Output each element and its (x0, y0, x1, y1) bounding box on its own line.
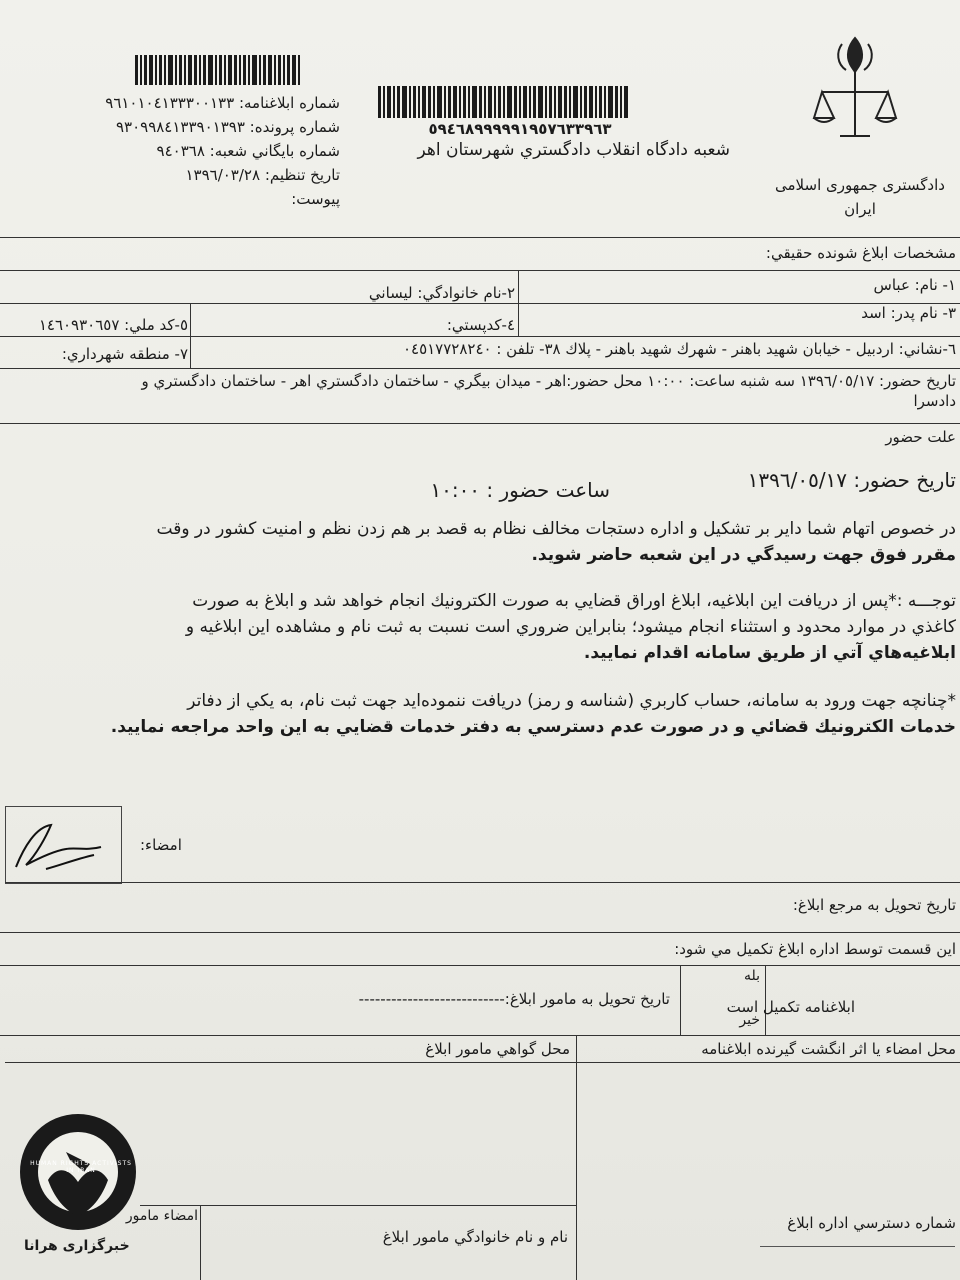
charge-paragraph (26, 516, 956, 568)
agency-name: خبرگزاری هرانا (24, 1238, 130, 1254)
barcode-number: ٥٩٤٦٨٩٩٩٩٩١٩٥٧٦٣٣٩٦٣ (428, 120, 612, 138)
postal-code: ٤-كدپستي: (446, 316, 515, 334)
officer-signature-label: امضاء مامور (125, 1208, 198, 1224)
delivery-to-officer: تاريخ تحويل به مامور ابلاغ:--------------------------- (358, 990, 670, 1008)
notice-number-label: شماره ابلاغنامه: (238, 94, 340, 112)
org-name-line1: دادگستری جمهوری اسلامی (775, 176, 945, 194)
note-line: توجـــه :*پس از دريافت اين ابلاغيه، ابلاغ اوراق قضايي به صورت الكترونيك انجام خواهد شد و ابلاغ به صورت (192, 591, 956, 611)
national-id: ٥-كد ملي: ١٤٦٠٩٣٠٦٥٧ (38, 316, 188, 334)
case-number-row (40, 118, 340, 136)
note-paragraph (26, 588, 956, 666)
appearance-date: تاريخ حضور: ١٣٩٦/٠٥/١٧ (747, 468, 956, 492)
court-title: شعبه دادگاه انقلاب دادگستري شهرستان اهر (417, 140, 730, 160)
handwritten-signature-icon (6, 807, 121, 883)
account-line: خدمات الكترونيك قضائي و در صورت عدم دسترسي به دفتر خدمات قضايي به اين واحد مراجعه نماييد. (110, 717, 956, 737)
delivery-to-reference: تاريخ تحويل به مرجع ابلاغ: (792, 896, 956, 914)
archive-number-label: شماره بايگاني شعبه: (209, 142, 340, 160)
attachment-label: پيوست: (291, 190, 340, 208)
father-name: ٣- نام پدر: اسد (861, 304, 956, 322)
iran-emblem-scales-icon (810, 30, 900, 155)
charge-line: مقرر فوق جهت رسيدگي در اين شعبه حاضر شويد. (531, 545, 956, 565)
account-paragraph (26, 688, 956, 740)
issue-date: ١٣٩٦/٠٣/٢٨ (185, 166, 261, 184)
appearance-time: ساعت حضور : ١٠:٠٠ (430, 478, 610, 502)
yes-option: بله (743, 968, 760, 984)
note-line: كاغذي در موارد محدود و استثناء انجام ميشود؛ بنابراين ضروري است نسبت به ثبت نام و مشاهده اين ابلاغيه و (185, 617, 956, 637)
reason-label: علت حضور (885, 428, 956, 446)
case-number-label: شماره پرونده: (249, 118, 340, 136)
notice-completed-label: ابلاغنامه تكميل است (726, 998, 855, 1016)
archive-number-row (40, 142, 340, 160)
issue-date-row (40, 166, 340, 184)
first-name: ١- نام: عباس (873, 276, 956, 294)
center-barcode (378, 86, 668, 118)
signature-label: امضاء: (140, 836, 182, 854)
org-name-line2: ایران (844, 200, 876, 218)
top-left-barcode (135, 55, 340, 85)
issue-date-label: تاريخ تنظيم: (264, 166, 340, 184)
officer-certification-area: محل گواهي مامور ابلاغ (425, 1040, 570, 1058)
completion-section-title: اين قسمت توسط اداره ابلاغ تكميل مي شود: (674, 940, 956, 958)
account-line: *چنانچه جهت ورود به سامانه، حساب كاربري (شناسه و رمز) دريافت ننموده‌ايد جهت ثبت نام، به يكي از دفاتر (187, 691, 956, 711)
recipient-signature-area: محل امضاء يا اثر انگشت گيرنده ابلاغنامه (701, 1040, 956, 1058)
charge-line: در خصوص اتهام شما داير بر تشكيل و اداره دستجات مخالف نظام به قصد بر هم زدن نظم و امنيت كشور در وقت (156, 519, 956, 539)
case-number: ٩٣٠٩٩٨٤١٣٣٩٠١٣٩٣ (115, 118, 245, 136)
office-access-number-label: شماره دسترسي اداره ابلاغ (787, 1214, 956, 1232)
municipal-zone: ٧- منطقه شهرداري: (61, 345, 188, 363)
archive-number: ٩٤٠٣٦٨ (156, 142, 205, 160)
notice-number-row (40, 94, 340, 112)
notice-number: ٩٦١٠١٠٤١٣٣٣٠٠١٣٣ (105, 94, 235, 112)
logo-text: HUMAN RIGHTS ACTIVISTS IN IRAN (30, 1160, 132, 1174)
officer-name-label: نام و نام خانوادگي مامور ابلاغ (382, 1228, 568, 1246)
appearance-info-line1: تاريخ حضور: ١٣٩٦/٠٥/١٧ سه شنبه ساعت: ١٠:٠٠ محل حضور:اهر - ميدان بيگري - ساختمان دادگستري اهر - ساختمان دادگستري و (141, 372, 956, 390)
appearance-info-line2: دادسرا (913, 392, 956, 410)
recipient-section-title: مشخصات ابلاغ شونده حقيقي: (765, 244, 956, 262)
no-option: خير (739, 1012, 760, 1028)
address: ٦-نشاني: اردبيل - خيابان شهيد باهنر - شهرك شهيد باهنر - پلاك ٣٨- تلفن : ٠٤٥١٧٧٢٨٢٤٠ (402, 340, 956, 358)
signature-box (5, 806, 122, 884)
last-name: ٢-نام خانوادگي: ليساني (368, 284, 515, 302)
note-line: ابلاغيه‌هاي آتي از طريق سامانه اقدام نماييد. (583, 643, 956, 663)
